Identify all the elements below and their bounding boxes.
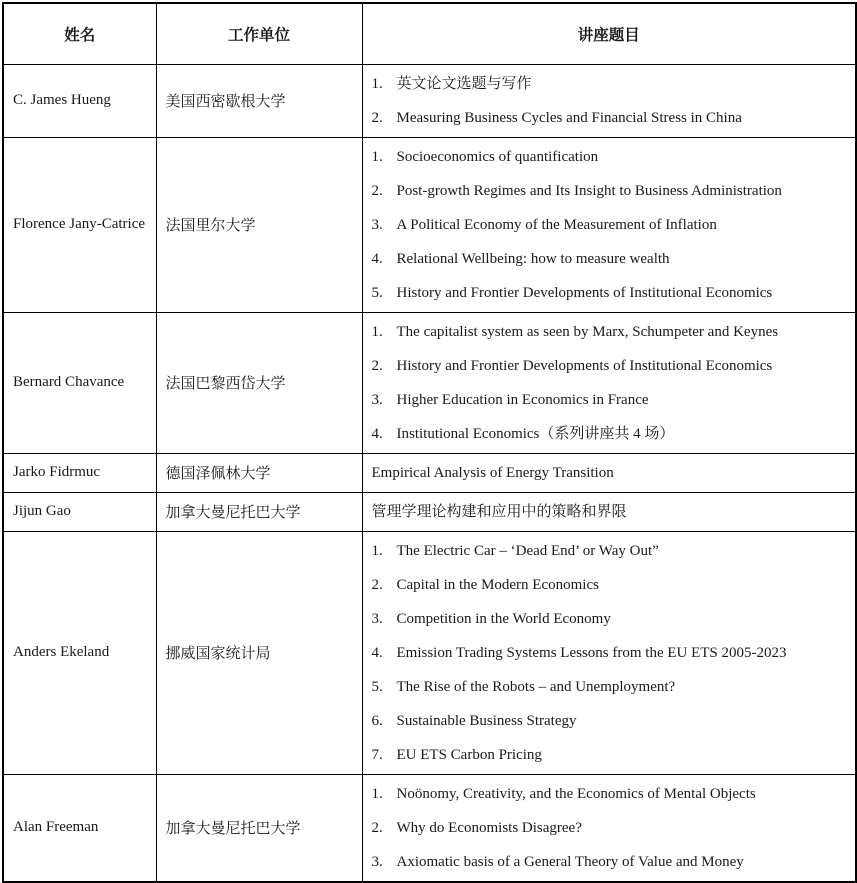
- topic-item: [363, 315, 856, 349]
- lecturer-name: Florence Jany-Catrice: [3, 137, 156, 312]
- affiliation: 法国巴黎西岱大学: [156, 312, 362, 453]
- topic-item: [363, 456, 856, 490]
- topic-item: [363, 140, 856, 174]
- topic-item: [363, 208, 856, 242]
- topic-number: 3.: [371, 391, 383, 408]
- affiliation: 德国泽佩林大学: [156, 453, 362, 492]
- topic-title: 管理学理论构建和应用中的策略和界限: [371, 503, 627, 520]
- affiliation: 加拿大曼尼托巴大学: [156, 774, 362, 882]
- topic-title: The Rise of the Robots – and Unemployment?: [396, 678, 676, 695]
- topic-title: Competition in the World Economy: [396, 610, 611, 627]
- topic-title: Sustainable Business Strategy: [396, 712, 577, 729]
- table-header: [3, 3, 856, 64]
- topic-title: EU ETS Carbon Pricing: [396, 746, 542, 763]
- topic-item: [363, 383, 856, 417]
- topic-title: History and Frontier Developments of Institutional Economics: [396, 284, 773, 301]
- topic-item: [363, 276, 856, 310]
- topic-number: 4.: [371, 644, 383, 661]
- topic-number: 1.: [371, 785, 383, 802]
- topic-number: 1.: [371, 75, 383, 92]
- topic-title: A Political Economy of the Measurement of Inflation: [396, 216, 717, 233]
- topic-item: [363, 636, 856, 670]
- topic-number: 5.: [371, 284, 383, 301]
- topic-number: 2.: [371, 576, 383, 593]
- topic-title: Relational Wellbeing: how to measure wealth: [396, 250, 670, 267]
- topic-title: Higher Education in Economics in France: [396, 391, 649, 408]
- topic-item: [363, 670, 856, 704]
- topic-title: Socioeconomics of quantification: [396, 148, 599, 165]
- topic-number: 2.: [371, 357, 383, 374]
- table-row: [3, 312, 856, 453]
- lecture-topics-cell: [362, 531, 856, 774]
- lecturer-name: Jarko Fidrmuc: [3, 453, 156, 492]
- topic-item: [363, 242, 856, 276]
- topic-item: [363, 417, 856, 451]
- lecturer-name: Anders Ekeland: [3, 531, 156, 774]
- topic-list: [363, 777, 856, 879]
- topic-item: [363, 101, 856, 135]
- topic-title: Institutional Economics（系列讲座共 4 场）: [396, 425, 675, 442]
- topic-item: [363, 602, 856, 636]
- topic-title: Measuring Business Cycles and Financial Stress in China: [396, 109, 742, 126]
- column-header-name: 姓名: [3, 3, 156, 64]
- table-row: [3, 64, 856, 137]
- topic-item: [363, 704, 856, 738]
- lecturer-name: C. James Hueng: [3, 64, 156, 137]
- topic-number: 1.: [371, 542, 383, 559]
- column-header-unit: 工作单位: [156, 3, 362, 64]
- topic-number: 2.: [371, 182, 383, 199]
- affiliation: 法国里尔大学: [156, 137, 362, 312]
- topic-number: 4.: [371, 425, 383, 442]
- column-header-topics: 讲座题目: [362, 3, 856, 64]
- lecturer-name: Alan Freeman: [3, 774, 156, 882]
- lecture-topics-cell: [362, 312, 856, 453]
- topic-number: 5.: [371, 678, 383, 695]
- lecture-topics-cell: [362, 492, 856, 531]
- table-row: [3, 137, 856, 312]
- topic-item: [363, 174, 856, 208]
- topic-list: [363, 315, 856, 451]
- topic-item: [363, 534, 856, 568]
- lecturer-name: Bernard Chavance: [3, 312, 156, 453]
- topic-item: [363, 777, 856, 811]
- affiliation: 美国西密歇根大学: [156, 64, 362, 137]
- topic-title: The Electric Car – ‘Dead End’ or Way Out”: [396, 542, 659, 559]
- topic-number: 2.: [371, 109, 383, 126]
- topic-item: [363, 67, 856, 101]
- lecture-topics-cell: [362, 64, 856, 137]
- table-row: [3, 492, 856, 531]
- topic-title: Noönomy, Creativity, and the Economics of Mental Objects: [396, 785, 756, 802]
- lecture-schedule-table: [2, 2, 857, 883]
- topic-number: 2.: [371, 819, 383, 836]
- topic-item: [363, 811, 856, 845]
- affiliation: 挪威国家统计局: [156, 531, 362, 774]
- affiliation: 加拿大曼尼托巴大学: [156, 492, 362, 531]
- topic-list: [363, 67, 856, 135]
- lecture-topics-cell: [362, 774, 856, 882]
- topic-item: [363, 845, 856, 879]
- topic-title: Axiomatic basis of a General Theory of Value and Money: [396, 853, 744, 870]
- table-row: [3, 774, 856, 882]
- table-body: [3, 64, 856, 882]
- table-row: [3, 453, 856, 492]
- topic-title: Post-growth Regimes and Its Insight to Business Administration: [396, 182, 782, 199]
- topic-number: 1.: [371, 323, 383, 340]
- topic-title: Emission Trading Systems Lessons from the EU ETS 2005-2023: [396, 644, 787, 661]
- topic-item: [363, 495, 856, 529]
- lecture-topics-cell: [362, 137, 856, 312]
- topic-number: 4.: [371, 250, 383, 267]
- topic-number: 7.: [371, 746, 383, 763]
- topic-title: Why do Economists Disagree?: [396, 819, 582, 836]
- lecture-topics-cell: [362, 453, 856, 492]
- topic-item: [363, 349, 856, 383]
- lecturer-name: Jijun Gao: [3, 492, 156, 531]
- topic-title: Capital in the Modern Economics: [396, 576, 599, 593]
- topic-list: [363, 140, 856, 310]
- topic-number: 6.: [371, 712, 383, 729]
- header-row: [3, 3, 856, 64]
- table-row: [3, 531, 856, 774]
- topic-number: 1.: [371, 148, 383, 165]
- topic-number: 3.: [371, 216, 383, 233]
- topic-number: 3.: [371, 610, 383, 627]
- topic-list: [363, 456, 856, 490]
- topic-title: 英文论文选题与写作: [396, 75, 532, 92]
- topic-number: 3.: [371, 853, 383, 870]
- topic-list: [363, 534, 856, 772]
- topic-title: Empirical Analysis of Energy Transition: [371, 464, 614, 481]
- topic-title: History and Frontier Developments of Institutional Economics: [396, 357, 773, 374]
- topic-item: [363, 738, 856, 772]
- topic-title: The capitalist system as seen by Marx, Schumpeter and Keynes: [396, 323, 779, 340]
- topic-list: [363, 495, 856, 529]
- topic-item: [363, 568, 856, 602]
